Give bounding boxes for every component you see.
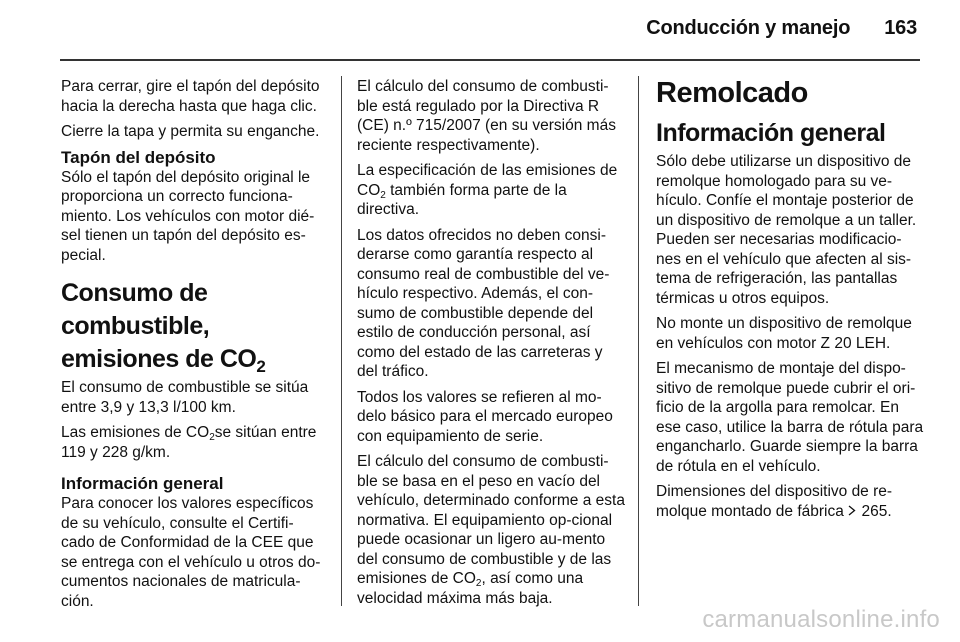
paragraph-dimensions: Dimensiones del dispositivo de re-molque montado de fábrica 265. xyxy=(656,483,893,520)
paragraph-weight-basis: El cálculo del consumo de combusti-ble se basa en el peso en vacío del vehículo, determinado conforme a esta normativa. El equipamiento op-cional puede ocasionar un ligero au-mento del consumo de combustible y de las emisiones de $CO_2$, así como una velocidad máxima más baja. xyxy=(357,453,625,607)
heading-fuel-cap: Tapón del depósito xyxy=(61,147,216,167)
paragraph-emission-spec: La especificación de las emisiones de $CO_2$ también forma parte de la directiva. xyxy=(357,162,618,218)
paragraph-close-lid: Cierre la tapa y permita su enganche. xyxy=(61,123,320,140)
header-rule xyxy=(60,59,920,61)
paragraph-consumption-range: El consumo de combustible se sitúa entre 3,9 y 13,3 l/100 km. xyxy=(61,379,309,416)
column-3 xyxy=(656,77,924,527)
paragraph-directive: El cálculo del consumo de combusti-ble está regulado por la Directiva R (CE) n.º 715/2007 (en su versión más reciente respectivamente). xyxy=(357,78,616,154)
watermark: carmanualsonline.info xyxy=(702,606,940,633)
paragraph-data-disclaimer: Los datos ofrecidos no deben consi-derarse como garantía respecto al consumo real de combustible del ve-hículo respectivo. Además, el con-sumo de combustible depende del estilo de conducción personal, así como del estado de las carreteras y del tráfico. xyxy=(357,226,610,380)
heading-towing-general-info: Información general xyxy=(656,119,886,147)
paragraph-fuel-cap: Sólo el tapón del depósito original le proporciona un correcto funciona-miento. Los vehículos con motor dié-sel tienen un tapón del depósito es-pecial. xyxy=(61,168,315,264)
paragraph-no-mount: No monte un dispositivo de remolque en vehículos con motor Z 20 LEH. xyxy=(656,315,912,352)
column-divider-2 xyxy=(638,76,639,606)
heading-fuel-consumption: Consumo de combustible, emisiones de $CO_2$ xyxy=(61,279,266,376)
page-reference-link[interactable]: 265. xyxy=(861,502,892,520)
paragraph-close-cap: Para cerrar, gire el tapón del depósito hacia la derecha hasta que haga clic. xyxy=(61,78,320,115)
paragraph-mounting: El mecanismo de montaje del dispo-sitivo de remolque puede cubrir el ori-ficio de la argolla para remolcar. En ese caso, utilice la barra de rótula para engancharlo. Guarde siempre la barra de rótula en el vehículo. xyxy=(656,360,924,475)
column-divider-1 xyxy=(341,76,342,606)
paragraph-emissions-range: Las emisiones de $CO_2se$ sitúan entre 119 y 228 g/km. xyxy=(61,424,317,461)
column-2 xyxy=(357,77,625,614)
page-reference-arrow-icon xyxy=(848,502,857,522)
page-number: 163 xyxy=(884,17,917,39)
page-header xyxy=(646,17,917,40)
column-1 xyxy=(61,77,327,617)
paragraph-towing-device: Sólo debe utilizarse un dispositivo de remolque homologado para su ve-hículo. Confíe el montaje posterior de un dispositivo de remolque a un taller. Pueden ser necesarias modificacio-nes en el vehículo que afecten al sis-tema de refrigeración, las pantallas térmicas u otros equipos. xyxy=(656,153,917,307)
header-title: Conducción y manejo xyxy=(646,17,851,39)
heading-towing: Remolcado xyxy=(656,77,808,109)
heading-general-info: Información general xyxy=(61,474,224,493)
paragraph-base-model: Todos los valores se refieren al mo-delo básico para el mercado europeo con equipamiento de serie. xyxy=(357,388,613,445)
paragraph-general-info: Para conocer los valores específicos de su vehículo, consulte el Certifi-cado de Conformidad de la CEE que se entrega con el vehículo u otros do-cumentos nacionales de matricula-ción. xyxy=(61,495,321,610)
